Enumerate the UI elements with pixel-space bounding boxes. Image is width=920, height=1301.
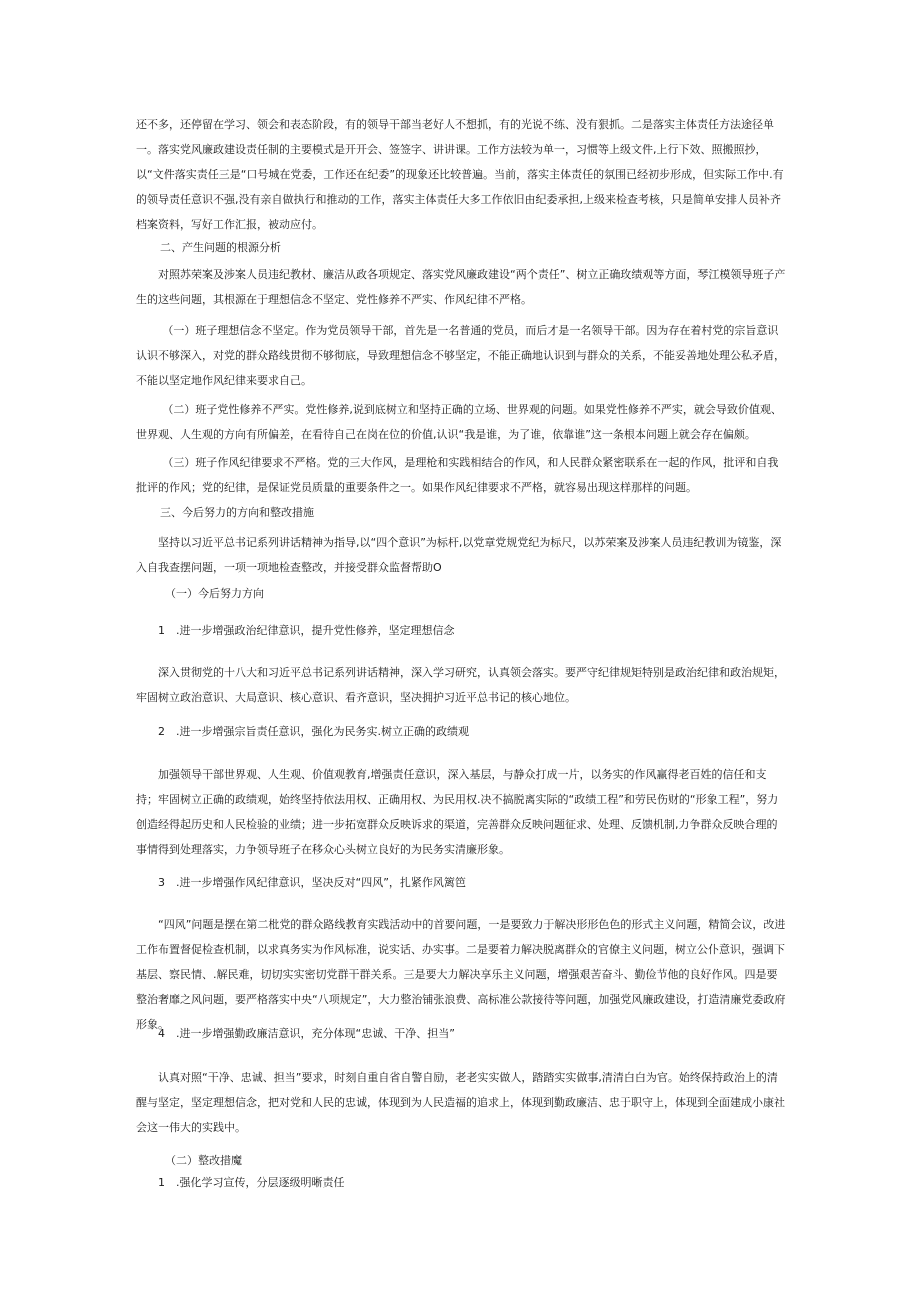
item-2-body: 加强领导干部世界观、人生观、价值观教育,增强责任意识，深入基层，与静众打成一片，以务实的作风赢得老百姓的信任和支持；牢固树立正确的政绩观，始终坚持依法用权、正确用权、为民用权.决不搞脱离实际的“政绩工程”和劳民伤财的“形象工程”，努力创造经得起历史和人民检验的业绩；进一步拓宽群众反映诉求的渠道，完善群众反映问题征求、处理、反馈机制,力争群众反映合理的事情得到处理落实，力争领导班子在移众心头树立良好的为民务实清廉形象。 [136,768,779,856]
item-2-title: 2 .进一步增强宗旨责任意识，强化为民务实.树立正确的政绩观 [158,725,469,738]
direction-paragraph: 坚持以习近平总书记系列讲话精神为指导,以“四个意识”为标杆,以党章党规党纪为标尺，以苏荣案及涉案人员违纪教训为镜鉴，深入自我查摆问题，一项一项地检查整改，并接受群众监督帮助O [136,536,782,574]
subsection-heading-measures: （二）整改措魔 [165,1154,242,1167]
intro-paragraph: 还不多，还停留在学习、领会和表态阶段，有的领导干部当老好人不想抓，有的光说不练、没有狠抓。二是落实主体责任方法途径单一。落实党风廉政建设责任制的主要模式是开开会、签签字、讲讲课。工作方法较为单一，习惯等上级文件,上行下效、照搬照抄，以“文件落实责任三是“口号城在党委，工作还在纪委”的现象还比较普遍。当前，落实主体责任的氛围已经初步形成，但实际工作中.有的领导责任意识不强,没有亲自做执行和推动的工作，落实主体责任大多工作依旧由纪委承担,上级来检查考核，只是简单安排人员补齐档案资料，写好工作汇报，被动应付。 [136,118,784,231]
item-3-title: 3 .进一步增强作风纪律意识，坚决反对“四风”，扎紧作风篱笆 [158,876,466,889]
root-cause-item-2: （二）班子党性修养不严实。党性修养,说到底树立和坚持正确的立场、世界观的问题。如果党性修养不严实，就会导致价值观、世界观、人生观的方向有所偏差，在看待自己在岗在位的价值,认识“我是谁，为了谁，依靠谁”这一条根本问题上就会存在偏颇。 [136,403,782,441]
item-4-title: 4 .进一步增强勤政廉洁意识，充分体现“忠诚、干净、担当” [158,1027,455,1040]
section-heading-direction: 三、今后努力的方向和整改措施 [160,506,314,519]
item-1-body: 深入贯彻党的十八大和习近平总书记系列讲话精神，深入学习研究，认真领会落实。要严守纪律规矩特别是政治纪律和政治规矩，牢固树立政治意识、大局意识、核心意识、看齐意识，坚决拥护习近平总书记的核心地位。 [136,666,785,704]
subsection-heading-direction: （一）今后努力方向 [165,587,264,600]
measure-1-title: 1 .强化学习宣传，分层逐级明晰责任 [158,1176,345,1189]
section-heading-root-cause: 二、产生问题的根源分析 [160,241,281,254]
item-3-body: “四风”问题是摆在第二枇党的群众路线教育实践活动中的首要问题，一是要致力于解决形形色色的形式主义问题，精简会议，改进工作布置督促检查机制，以求真务实为作风标准，说实话、办实事。二是要着力解决脱离群众的官僚主义问题，树立公仆意识，强调下基层、察民情、.解民难，切切实实密切党群干群关系。三是要大力解决享乐主义问题，增强艰苦奋斗、勤俭节他的良好作风。四是要整治奢靡之风问题，要严格落实中央“八项规定”，大力整治铺张浪费、高标准公款接待等问题，加强党风廉政建设，打造清廉党委政府形象。 [136,918,786,1031]
root-cause-item-1: （一）班子理想信念不坚定。作为党员领导干部，首先是一名普通的党员，而后才是一名领导干部。因为存在着村党的宗旨意识认识不够深入，对党的群众路线贯彻不够彻底，导致理想信念不够坚定，不能正确地认识到与群众的关系，不能妥善地处理公私矛盾，不能以坚定地作风纪律来要求自己。 [136,324,785,387]
item-1-title: 1 .进一步增强政治纪律意识，提升党性修养，坚定理想信念 [158,624,455,637]
item-4-body: 认真对照“干净、忠诚、担当”要求，时刻自重自省自警自励，老老实实做人，踏踏实实做事,清清白白为官。始终保持政治上的清醒与坚定，坚定理想信念，把对党和人民的忠诚，体现到为人民造福的追求上，体现到勤政廉洁、忠于职守上，体现到全面建成小康社会这一伟大的实践中。 [136,1071,785,1134]
root-cause-item-3: （三）班子作风纪律要求不严格。党的三大作风，是理枪和实践相结合的作风，和人民群众紧密联系在一起的作风，批评和自我批评的作风；党的纪律，是保证党员质量的重要条件之一。如果作风纪律要求不严格，就容易出现这样那样的问题。 [136,456,779,494]
root-cause-paragraph: 对照苏荣案及涉案人员违纪教材、廉洁从政各项规定、落实党风廉政建设“两个责任”、树立正确玫绩观等方面，琴江模领导班子产生的这些问题，其根源在于理想信念不坚定、党性修养不严实、作风纪律不严格。 [136,268,786,306]
